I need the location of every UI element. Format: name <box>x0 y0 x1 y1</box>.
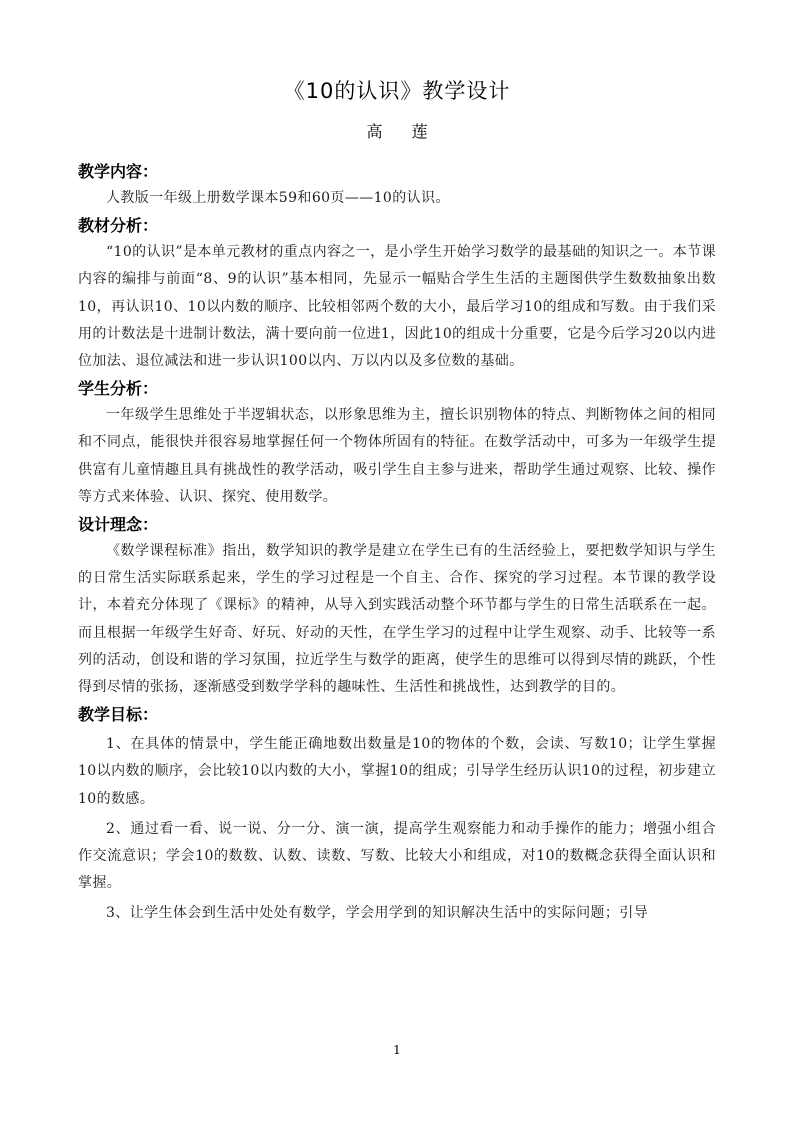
page-number: 1 <box>393 1043 401 1057</box>
section-textbook-analysis <box>78 212 716 375</box>
paragraph: 一年级学生思维处于半逻辑状态，以形象思维为主，擅长识别物体的特点、判断物体之间的相同和不同点，能很快并很容易地掌握任何一个物体所固有的特征。在数学活动中，可多为一年级学生提供富有儿童情趣且具有挑战性的教学活动，吸引学生自主参与进来，帮助学生通过观察、比较、操作等方式来体验、认识、探究、使用数学。 <box>78 407 716 505</box>
goal-paragraph: 2、通过看一看、说一说、分一分、演一演，提高学生观察能力和动手操作的能力；增强小组合作交流意识；学会10的数数、认数、读数、写数、比较大小和组成，对10的数概念获得全面认识和掌握。 <box>78 820 716 892</box>
section-heading: 教学内容： <box>78 162 159 181</box>
paragraph: 人教版一年级上册数学课本59和60页——10的认识。 <box>106 190 450 206</box>
section-teaching-content <box>78 158 716 212</box>
goal-paragraph: 3、让学生体会到生活中处处有数学，学会用学到的知识解决生活中的实际问题；引导 <box>106 905 649 922</box>
section-heading: 教材分析： <box>78 216 159 236</box>
section-heading: 设计理念： <box>78 515 159 535</box>
section-heading: 教学目标： <box>78 705 159 725</box>
paragraph: 《数学课程标准》指出，数学知识的教学是建立在学生已有的生活经验上，要把数学知识与学生的日常生活实际联系起来，学生的学习过程是一个自主、合作、探究的学习过程。本节课的教学设计，本着充分体现了《课标》的精神，从导入到实践活动整个环节都与学生的日常生活联系在一起。而且根据一年级学生好奇、好玩、好动的天性，在学生学习的过程中让学生观察、动手、比较等一系列的活动，创设和谐的学习氛围，拉近学生与数学的距离，使学生的思维可以得到尽情的跳跃，个性得到尽情的张扬，逐渐感受到数学学科的趣味性、生活性和挑战性，达到教学的目的。 <box>78 543 716 696</box>
section-heading: 学生分析： <box>78 379 159 399</box>
section-design-concept <box>78 511 716 701</box>
paragraph: “10的认识”是本单元教材的重点内容之一，是小学生开始学习数学的最基础的知识之一。本节课内容的编排与前面“8、9的认识”基本相同，先显示一幅贴合学生生活的主题图供学生数数抽象出数10，再认识10、10以内数的顺序、比较相邻两个数的大小，最后学习10的组成和写数。由于我们采用的计数法是十进制计数法，满十要向前一位进1，因此10的组成十分重要，它是今后学习20以内进位加法、退位减法和进一步认识100以内、万以内以及多位数的基础。 <box>78 244 716 370</box>
goal-paragraph: 1、在具体的情景中，学生能正确地数出数量是10的物体的个数，会读、写数10；让学生掌握10以内数的顺序，会比较10以内数的大小，掌握10的组成；引导学生经历认识10的过程，初步建立10的数感。 <box>78 736 716 807</box>
document-title: 《10的认识》教学设计 <box>283 79 511 103</box>
section-teaching-goals <box>78 701 716 927</box>
section-student-analysis <box>78 375 716 511</box>
document-author: 高 莲 <box>366 122 440 141</box>
document-body <box>78 158 716 931</box>
